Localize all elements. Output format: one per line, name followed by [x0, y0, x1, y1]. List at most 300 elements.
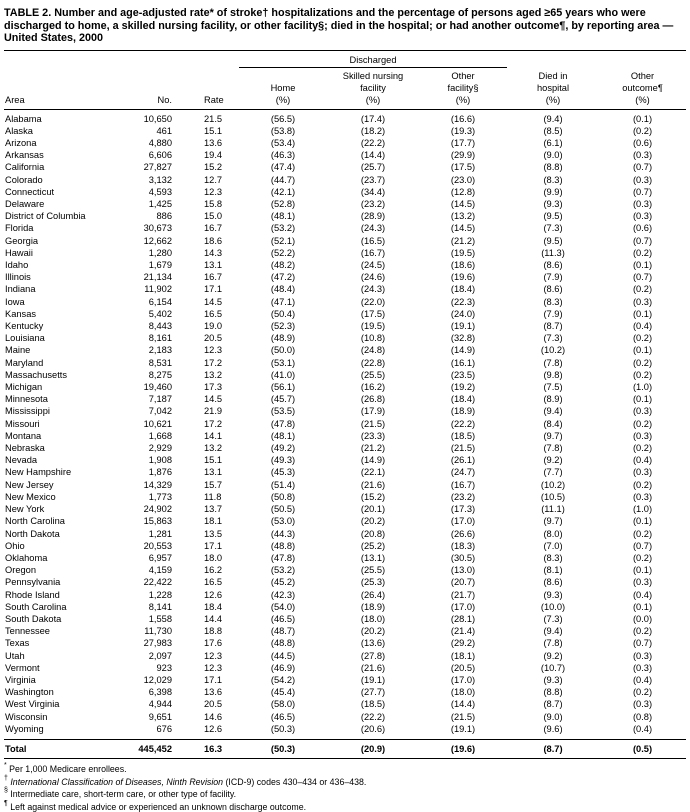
cell-died-in-hospital: (11.3)	[541, 247, 565, 258]
cell-rate: 16.5	[204, 577, 223, 588]
cell-area: Delaware	[5, 199, 45, 210]
cell-died-in-hospital: (10.7)	[540, 662, 566, 673]
table-body	[4, 109, 686, 739]
cell-no: 923	[156, 662, 172, 673]
cell-area: Nebraska	[5, 443, 45, 454]
cell-area: Rhode Island	[5, 589, 60, 600]
cell-other-facility: (21.5)	[450, 443, 476, 454]
cell-died-in-hospital: (10.5)	[540, 491, 566, 502]
cell-home: (50.4)	[270, 308, 296, 319]
table-row	[4, 515, 686, 527]
cell-home: (51.4)	[270, 479, 296, 490]
cell-other-facility: (17.3)	[450, 504, 476, 515]
cell-other-outcome: (0.4)	[632, 674, 653, 685]
cell-other-outcome: (0.2)	[632, 528, 653, 539]
cell-other-outcome: (0.6)	[632, 138, 653, 148]
cell-rate: 18.4	[204, 601, 223, 612]
cell-no: 1,908	[148, 455, 172, 466]
cell-other-outcome: (0.3)	[632, 491, 653, 502]
cell-other-outcome: (0.1)	[632, 601, 653, 612]
cell-area: Wyoming	[5, 723, 44, 734]
cell-skilled-nursing: (22.8)	[360, 357, 386, 368]
cell-no: 886	[156, 211, 172, 222]
cell-no: 1,281	[148, 528, 172, 539]
col-header-other-facility	[419, 67, 507, 109]
cell-home: (45.4)	[270, 687, 296, 698]
cell-died-in-hospital: (8.6)	[543, 284, 563, 295]
cell-home: (50.3)	[239, 739, 327, 758]
footnote: † International Classification of Diseases, Ninth Revision (ICD-9) codes 430–434 or 436–438.	[4, 774, 367, 787]
cell-area: New Hampshire	[5, 467, 72, 478]
cell-skilled-nursing: (21.5)	[360, 418, 386, 429]
table-row	[4, 222, 686, 234]
cell-rate: 12.3	[204, 650, 223, 661]
cell-skilled-nursing: (23.2)	[360, 199, 386, 210]
cell-area: Idaho	[5, 260, 29, 271]
cell-skilled-nursing: (21.6)	[360, 662, 386, 673]
cell-rate: 14.6	[204, 711, 223, 722]
data-table	[4, 50, 686, 759]
cell-rate: 19.0	[204, 321, 223, 332]
cell-home: (48.4)	[270, 284, 296, 295]
cell-area: Hawaii	[5, 247, 33, 258]
cell-other-facility: (17.0)	[450, 674, 476, 685]
cell-skilled-nursing: (16.2)	[360, 382, 386, 393]
column-header-row	[4, 67, 686, 109]
cell-other-outcome: (0.7)	[632, 540, 653, 551]
col-header-skilled-nursing	[327, 67, 419, 109]
cell-area: Arizona	[5, 138, 37, 148]
cell-other-facility: (24.0)	[450, 308, 476, 319]
cell-rate: 13.1	[204, 260, 223, 271]
cell-died-in-hospital: (8.7)	[543, 321, 563, 332]
cell-skilled-nursing: (13.6)	[360, 638, 386, 649]
cell-rate: 15.7	[204, 479, 223, 490]
cell-no: 8,275	[148, 369, 172, 380]
cell-no: 5,402	[148, 308, 172, 319]
cell-rate: 17.2	[204, 357, 223, 368]
cell-skilled-nursing: (20.6)	[360, 723, 386, 734]
cell-other-outcome: (0.2)	[632, 284, 653, 295]
col-header-other-facility-label2: facility§	[447, 83, 479, 94]
cell-home: (53.1)	[270, 357, 296, 368]
cell-rate: 16.3	[184, 739, 239, 758]
cell-rate: 18.0	[204, 552, 223, 563]
cell-other-outcome: (0.3)	[632, 199, 653, 210]
cell-no: 7,042	[148, 406, 172, 417]
cell-no: 1,558	[148, 613, 172, 624]
footnote: * Per 1,000 Medicare enrollees.	[4, 762, 127, 775]
cell-other-facility: (29.2)	[450, 638, 476, 649]
table-title: TABLE 2. Number and age-adjusted rate* of stroke† hospitalizations and the percentage of persons aged ≥65 years who were discharged to home, a skilled nursing facility, or other facility§; died in the hospital; or had another outcome¶, by reporting area — United States, 2000	[4, 7, 674, 45]
cell-area: Massachusetts	[5, 369, 68, 380]
cell-no: 2,929	[148, 443, 172, 454]
cell-died-in-hospital: (7.7)	[543, 467, 563, 478]
cell-rate: 16.7	[204, 272, 223, 283]
cell-rate: 20.5	[204, 699, 223, 710]
cell-rate: 13.2	[204, 369, 223, 380]
cell-home: (53.2)	[270, 565, 296, 576]
col-header-died-label: Died in	[538, 70, 568, 81]
cell-skilled-nursing: (15.2)	[360, 491, 386, 502]
cell-home: (53.5)	[270, 406, 296, 417]
cell-died-in-hospital: (9.6)	[543, 723, 563, 734]
cell-other-outcome: (0.2)	[632, 479, 653, 490]
cell-no: 6,606	[148, 150, 172, 161]
cell-no: 4,944	[148, 699, 172, 710]
cell-no: 30,673	[143, 223, 172, 234]
table-row	[4, 210, 686, 222]
cell-no: 12,662	[143, 235, 172, 246]
cell-other-facility: (18.9)	[450, 406, 476, 417]
cell-area: Alabama	[5, 113, 42, 124]
cell-skilled-nursing: (25.3)	[360, 577, 386, 588]
cell-area: North Dakota	[5, 528, 60, 539]
cell-rate: 16.7	[204, 223, 223, 234]
cell-rate: 14.3	[204, 247, 223, 258]
cell-area: New York	[5, 504, 45, 515]
cell-no: 6,154	[148, 296, 172, 307]
cell-skilled-nursing: (20.8)	[360, 528, 386, 539]
cell-other-outcome: (0.3)	[632, 699, 653, 710]
cell-other-outcome: (0.2)	[632, 247, 653, 258]
cell-rate: 12.3	[204, 662, 223, 673]
cell-home: (45.3)	[270, 467, 296, 478]
cell-other-facility: (20.5)	[450, 662, 476, 673]
cell-no: 1,228	[148, 589, 172, 600]
cell-no: 6,398	[148, 687, 172, 698]
table-row	[4, 650, 686, 662]
cell-home: (48.9)	[270, 333, 296, 344]
cell-area: New Jersey	[5, 479, 54, 490]
table-row	[4, 259, 686, 271]
cell-other-facility: (12.8)	[450, 186, 476, 197]
cell-other-outcome: (0.4)	[632, 321, 653, 332]
cell-no: 27,983	[143, 638, 172, 649]
cell-home: (48.1)	[270, 430, 296, 441]
table-row	[4, 125, 686, 137]
cell-died-in-hospital: (8.1)	[543, 565, 563, 576]
cell-home: (48.2)	[270, 260, 296, 271]
table-row	[4, 589, 686, 601]
cell-other-facility: (19.2)	[450, 382, 476, 393]
cell-died-in-hospital: (7.9)	[543, 308, 563, 319]
table-row	[4, 540, 686, 552]
cell-other-facility: (21.4)	[450, 626, 476, 637]
cell-other-outcome: (0.8)	[632, 711, 653, 722]
table-row	[4, 381, 686, 393]
col-header-no: No.	[129, 67, 184, 109]
cell-home: (50.3)	[270, 723, 296, 734]
cell-rate: 20.5	[204, 333, 223, 344]
cell-area: Oklahoma	[5, 552, 48, 563]
cell-area: Utah	[5, 650, 25, 661]
cell-home: (52.1)	[270, 235, 296, 246]
cell-area: Virginia	[5, 674, 36, 685]
cell-other-outcome: (0.3)	[632, 296, 653, 307]
percent-label: (%)	[365, 95, 381, 106]
cell-skilled-nursing: (24.3)	[360, 223, 386, 234]
cell-other-facility: (18.5)	[450, 430, 476, 441]
cell-no: 7,187	[148, 394, 172, 405]
cell-other-outcome: (0.1)	[632, 516, 653, 527]
footnote: § Intermediate care, short-term care, or other type of facility.	[4, 787, 237, 800]
cell-home: (47.4)	[270, 162, 296, 173]
cell-other-outcome: (0.3)	[632, 211, 653, 222]
table-row	[4, 430, 686, 442]
cell-died-in-hospital: (8.0)	[543, 528, 563, 539]
cell-other-facility: (32.8)	[450, 333, 476, 344]
cell-no: 10,621	[143, 418, 172, 429]
cell-died-in-hospital: (9.3)	[543, 199, 563, 210]
group-header-row	[4, 50, 686, 67]
cell-area: Maine	[5, 345, 31, 356]
col-header-home	[239, 67, 327, 109]
cell-died-in-hospital: (7.3)	[543, 333, 563, 344]
cell-no: 3,132	[148, 174, 172, 185]
cell-other-outcome: (0.6)	[632, 223, 653, 234]
cell-area: Connecticut	[5, 186, 55, 197]
cell-no: 1,876	[148, 467, 172, 478]
cell-died-in-hospital: (9.7)	[543, 516, 563, 527]
cell-no: 2,183	[148, 345, 172, 356]
table-row	[4, 613, 686, 625]
cell-skilled-nursing: (22.0)	[360, 296, 386, 307]
cell-other-facility: (14.9)	[450, 345, 476, 356]
cell-other-facility: (21.7)	[450, 589, 476, 600]
cell-skilled-nursing: (20.2)	[360, 516, 386, 527]
table-row	[4, 137, 686, 149]
cell-area: Vermont	[5, 662, 40, 673]
table-row	[4, 344, 686, 356]
cell-other-facility: (17.7)	[450, 138, 476, 148]
cell-area: Indiana	[5, 284, 36, 295]
table-row	[4, 564, 686, 576]
cell-other-outcome: (0.4)	[632, 455, 653, 466]
cell-skilled-nursing: (27.8)	[360, 650, 386, 661]
cell-home: (44.3)	[270, 528, 296, 539]
cell-died-in-hospital: (9.2)	[543, 650, 563, 661]
cell-died-in-hospital: (8.8)	[543, 162, 563, 173]
cell-other-outcome: (0.1)	[632, 308, 653, 319]
cell-died-in-hospital: (7.3)	[543, 223, 563, 234]
table-row	[4, 528, 686, 540]
cell-other-outcome: (0.2)	[632, 626, 653, 637]
cell-other-facility: (16.6)	[450, 113, 476, 124]
cell-other-outcome: (0.3)	[632, 150, 653, 161]
cell-other-facility: (19.6)	[419, 739, 507, 758]
cell-home: (47.8)	[270, 418, 296, 429]
cell-skilled-nursing: (20.2)	[360, 626, 386, 637]
cell-no: 14,329	[143, 479, 172, 490]
cell-other-outcome: (0.2)	[632, 125, 653, 136]
cell-area: Ohio	[5, 540, 25, 551]
cell-rate: 15.1	[204, 125, 223, 136]
cell-skilled-nursing: (19.1)	[360, 674, 386, 685]
total-row	[4, 739, 686, 758]
table-row	[4, 393, 686, 405]
cell-rate: 13.1	[204, 467, 223, 478]
cell-area: North Carolina	[5, 516, 65, 527]
cell-skilled-nursing: (25.2)	[360, 540, 386, 551]
table-row	[4, 552, 686, 564]
cell-area: Kentucky	[5, 321, 44, 332]
footnote-italic-text: International Classification of Diseases, Ninth Revision	[10, 776, 224, 787]
cell-skilled-nursing: (27.7)	[360, 687, 386, 698]
cell-area: West Virginia	[5, 699, 60, 710]
cell-died-in-hospital: (7.9)	[543, 272, 563, 283]
cell-no: 4,593	[148, 186, 172, 197]
table-row	[4, 186, 686, 198]
cell-other-outcome: (0.7)	[632, 235, 653, 246]
footnote-symbol: †	[4, 774, 8, 782]
cell-no: 676	[156, 723, 172, 734]
discharged-group-header: Discharged	[239, 50, 507, 67]
cell-area: South Dakota	[5, 613, 62, 624]
cell-home: (52.3)	[270, 321, 296, 332]
cell-no: 11,730	[144, 626, 172, 637]
table-row	[4, 503, 686, 515]
cell-skilled-nursing: (20.1)	[360, 504, 386, 515]
cell-area: Missouri	[5, 418, 40, 429]
cell-area: Minnesota	[5, 394, 48, 405]
cell-died-in-hospital: (9.4)	[543, 626, 563, 637]
cell-other-outcome: (0.3)	[632, 662, 653, 673]
col-header-snf-label2: facility	[360, 83, 386, 94]
table-row	[4, 601, 686, 613]
cell-other-outcome: (0.2)	[632, 333, 653, 344]
cell-no: 8,443	[148, 321, 172, 332]
cell-area: Illinois	[5, 272, 31, 283]
table-row	[4, 466, 686, 478]
cell-home: (45.2)	[270, 577, 296, 588]
cell-died-in-hospital: (8.7)	[543, 699, 563, 710]
cell-home: (41.0)	[270, 369, 296, 380]
cell-home: (48.1)	[270, 211, 296, 222]
cell-no: 8,141	[148, 601, 172, 612]
cell-rate: 16.5	[204, 308, 223, 319]
cell-other-outcome: (0.3)	[632, 406, 653, 417]
cell-area: Washington	[5, 687, 54, 698]
cell-other-outcome: (0.3)	[632, 430, 653, 441]
cell-home: (49.2)	[270, 443, 296, 454]
cell-home: (46.3)	[270, 150, 296, 161]
cell-rate: 12.3	[204, 186, 223, 197]
cell-no: 8,531	[148, 357, 172, 368]
table-row	[4, 198, 686, 210]
cell-died-in-hospital: (10.2)	[540, 479, 566, 490]
cell-other-outcome: (0.2)	[632, 418, 653, 429]
cell-other-outcome: (1.0)	[632, 504, 653, 515]
col-header-other-outcome	[599, 67, 686, 109]
percent-label: (%)	[635, 95, 650, 106]
table-row	[4, 454, 686, 466]
cell-no: 12,029	[143, 674, 172, 685]
cell-other-outcome: (0.2)	[632, 687, 653, 698]
cell-other-facility: (14.5)	[450, 223, 476, 234]
cell-home: (42.3)	[270, 589, 296, 600]
table-row	[4, 711, 686, 723]
cell-home: (53.2)	[270, 223, 296, 234]
cell-died-in-hospital: (6.1)	[543, 138, 563, 148]
cell-other-facility: (26.1)	[450, 455, 476, 466]
cell-no: 15,863	[143, 516, 172, 527]
cell-rate: 14.4	[204, 613, 223, 624]
cell-died-in-hospital: (8.6)	[543, 260, 563, 271]
cell-skilled-nursing: (25.7)	[360, 162, 386, 173]
table-row	[4, 161, 686, 173]
cell-rate: 18.6	[204, 235, 223, 246]
cell-other-facility: (18.3)	[450, 540, 476, 551]
cell-other-outcome: (0.1)	[632, 565, 653, 576]
cell-home: (48.7)	[270, 626, 296, 637]
cell-home: (52.8)	[270, 199, 296, 210]
cell-home: (49.3)	[270, 455, 296, 466]
cell-other-facility: (19.5)	[450, 247, 476, 258]
cell-other-facility: (17.5)	[450, 162, 476, 173]
cell-other-facility: (22.3)	[450, 296, 476, 307]
cell-no: 445,452	[129, 739, 184, 758]
cell-other-facility: (14.5)	[450, 199, 476, 210]
cell-no: 1,773	[148, 491, 172, 502]
cell-skilled-nursing: (26.4)	[360, 589, 386, 600]
cell-skilled-nursing: (21.6)	[360, 479, 386, 490]
cell-area: Louisiana	[5, 333, 45, 344]
cell-died-in-hospital: (7.3)	[543, 613, 563, 624]
cell-area: Pennsylvania	[5, 577, 61, 588]
cell-rate: 13.6	[204, 687, 223, 698]
cell-skilled-nursing: (10.8)	[360, 333, 386, 344]
cell-other-facility: (19.6)	[450, 272, 476, 283]
cell-other-facility: (13.2)	[450, 211, 476, 222]
cell-area: New Mexico	[5, 491, 56, 502]
cell-other-facility: (14.4)	[450, 699, 476, 710]
cell-died-in-hospital: (9.3)	[543, 674, 563, 685]
cell-area: California	[5, 162, 45, 173]
cell-home: (50.0)	[270, 345, 296, 356]
cell-skilled-nursing: (22.1)	[360, 467, 386, 478]
cell-died-in-hospital: (9.8)	[543, 369, 563, 380]
cell-home: (56.5)	[270, 113, 296, 124]
cell-other-outcome: (0.5)	[599, 739, 686, 758]
cell-rate: 17.1	[204, 540, 223, 551]
cell-died-in-hospital: (9.0)	[543, 711, 563, 722]
cell-no: 24,902	[143, 504, 172, 515]
cell-other-outcome: (0.2)	[632, 552, 653, 563]
cell-rate: 17.3	[204, 382, 223, 393]
cell-skilled-nursing: (20.9)	[327, 739, 419, 758]
cell-rate: 17.1	[204, 284, 223, 295]
table-row	[4, 674, 686, 686]
cell-other-facility: (24.7)	[450, 467, 476, 478]
footnote-symbol: *	[4, 762, 7, 770]
cell-no: 20,553	[143, 540, 172, 551]
cell-rate: 21.5	[204, 113, 223, 124]
footnotes	[4, 762, 686, 812]
cell-no: 461	[156, 125, 172, 136]
table-row	[4, 109, 686, 125]
cell-other-facility: (17.0)	[450, 516, 476, 527]
cell-skilled-nursing: (18.5)	[360, 699, 386, 710]
cell-skilled-nursing: (34.4)	[360, 186, 386, 197]
cell-died-in-hospital: (8.7)	[507, 739, 599, 758]
cell-no: 2,097	[148, 650, 172, 661]
cell-home: (48.8)	[270, 540, 296, 551]
cell-no: 21,134	[143, 272, 172, 283]
cell-skilled-nursing: (24.8)	[360, 345, 386, 356]
cell-area: Iowa	[5, 296, 25, 307]
cell-other-facility: (18.6)	[450, 260, 476, 271]
